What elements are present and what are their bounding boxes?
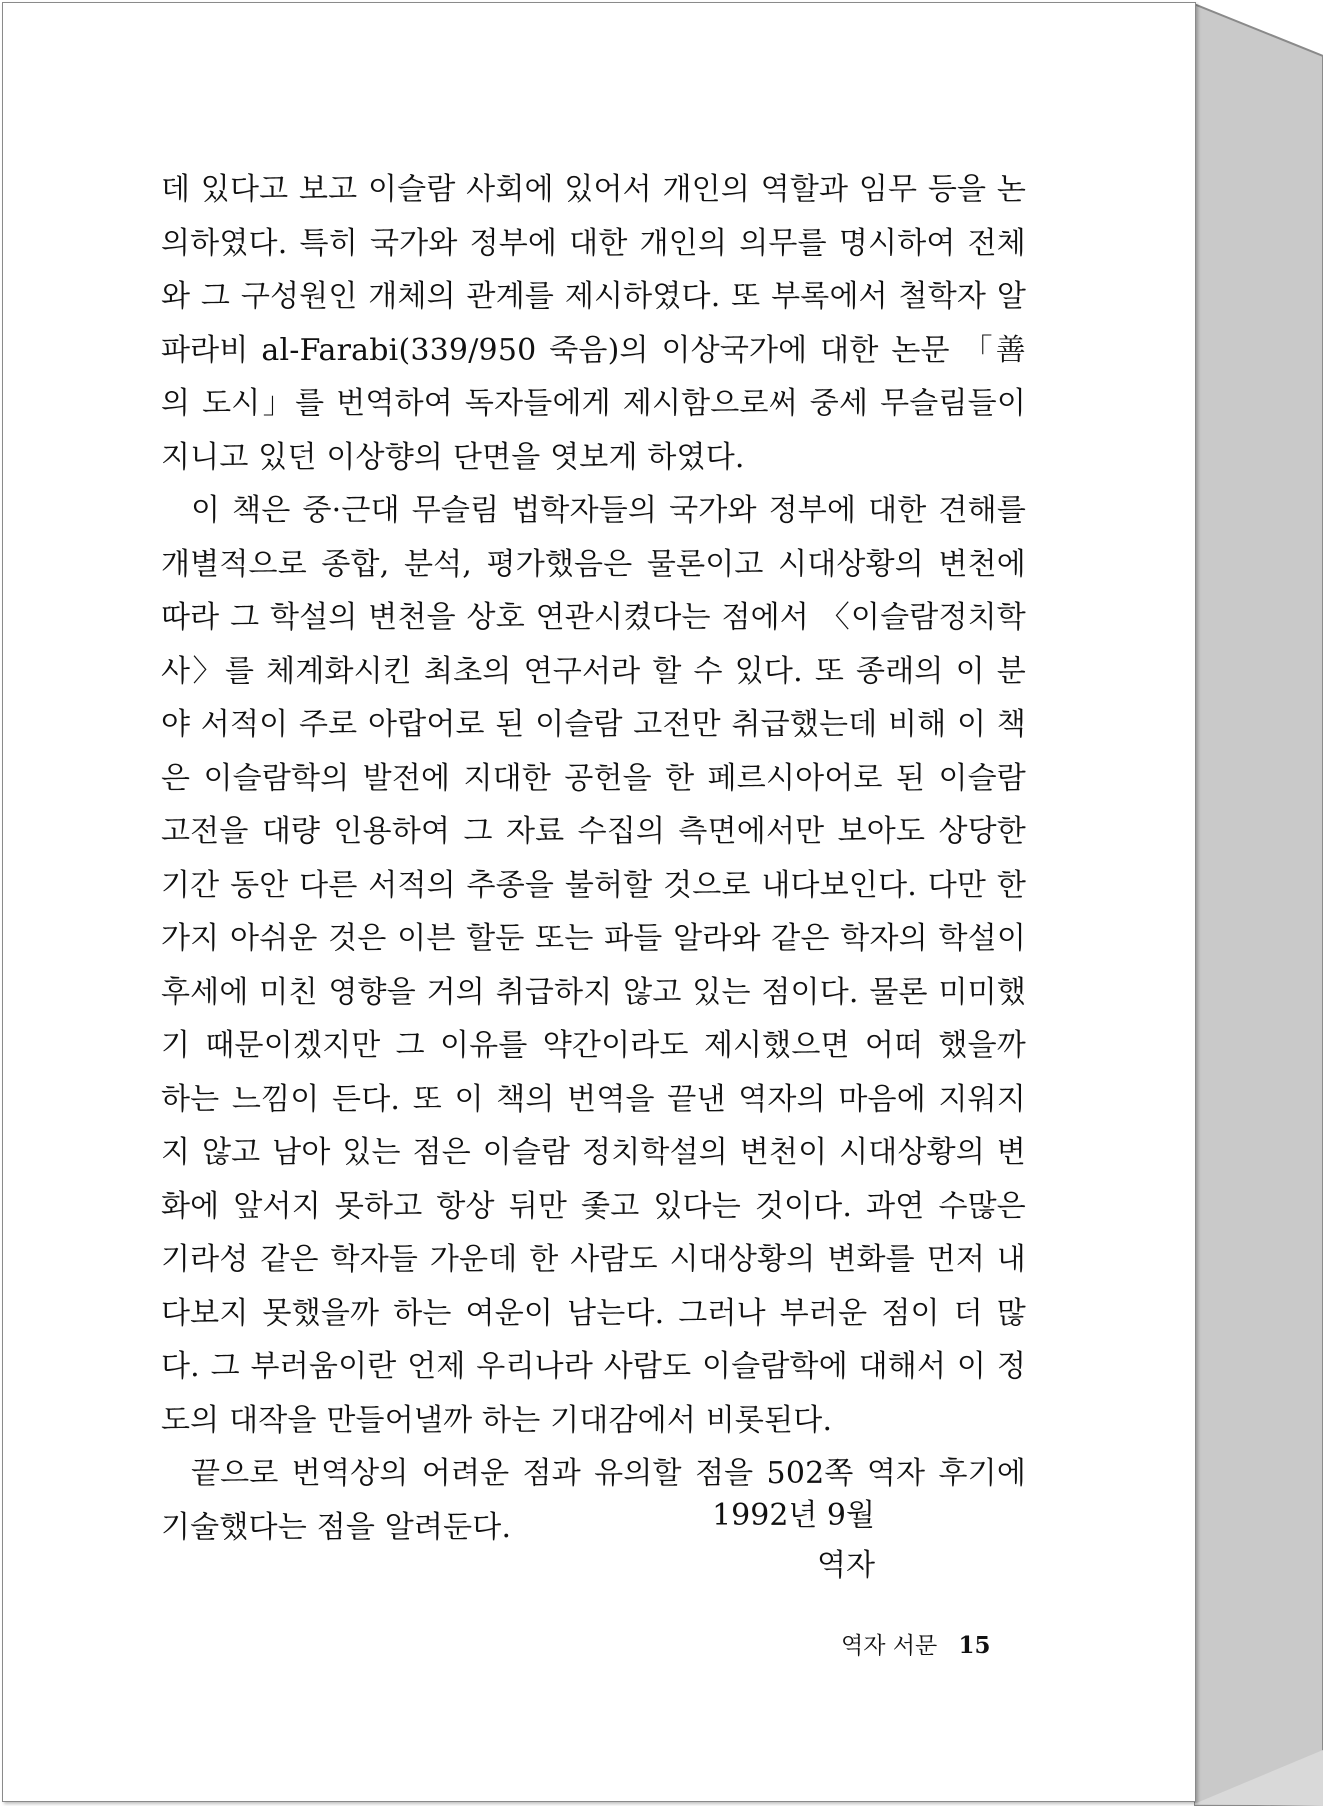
document-page: [2, 2, 1196, 1802]
paragraph-2: 이 책은 중·근대 무슬림 법학자들의 국가와 정부에 대한 견해를 개별적으로 종합, 분석, 평가했음은 물론이고 시대상황의 변천에 따라 그 학설의 변천을 상호 연관시켰다는 점에서 〈이슬람정치학사〉를 체계화시킨 최초의 연구서라 할 수 있다. 또 종래의 이 분야 서적이 주로 아랍어로 된 이슬람 고전만 취급했는데 비해 이 책은 이슬람학의 발전에 지대한 공헌을 한 페르시아어로 된 이슬람고전을 대량 인용하여 그 자료 수집의 측면에서만 보아도 상당한 기간 동안 다른 서적의 추종을 불허할 것으로 내다보인다. 다만 한 가지 아쉬운 것은 이븐 할둔 또는 파들 알라와 같은 학자의 학설이 후세에 미친 영향을 거의 취급하지 않고 있는 점이다. 물론 미미했기 때문이겠지만 그 이유를 약간이라도 제시했으면 어떠 했을까 하는 느낌이 든다. 또 이 책의 번역을 끝낸 역자의 마음에 지워지지 않고 남아 있는 점은 이슬람 정치학설의 변천이 시대상황의 변화에 앞서지 못하고 항상 뒤만 좇고 있다는 것이다. 과연 수많은 기라성 같은 학자들 가운데 한 사람도 시대상황의 변화를 먼저 내다보지 못했을까 하는 여운이 남는다. 그러나 부러운 점이 더 많다. 그 부러움이란 언제 우리나라 사람도 이슬람학에 대해서 이 정도의 대작을 만들어낼까 하는 기대감에서 비롯된다.: [161, 493, 1026, 1438]
signature-author: 역자: [817, 1548, 875, 1583]
body-text: [161, 163, 1026, 1554]
signature-block: [712, 1491, 875, 1591]
signature-date: 1992년 9월: [712, 1498, 875, 1533]
paragraph-3: 끝으로 번역상의 어려운 점과 유의할 점을 502쪽 역자 후기에 기술했다는 점을 알려둔다.: [161, 1456, 1026, 1545]
paragraph-1: 데 있다고 보고 이슬람 사회에 있어서 개인의 역할과 임무 등을 논의하였다. 특히 국가와 정부에 대한 개인의 의무를 명시하여 전체와 그 구성원인 개체의 관계를 제시하였다. 또 부록에서 철학자 알파라비 al-Farabi(339/950 죽음)의 이상국가에 대한 논문 「善의 도시」를 번역하여 독자들에게 제시함으로써 중세 무슬림들이 지니고 있던 이상향의 단면을 엿보게 하였다.: [161, 172, 1026, 475]
running-footer-title: 역자 서문: [841, 1633, 938, 1659]
page-footer: [841, 1627, 991, 1660]
book-page-edges: [1194, 0, 1323, 1806]
page-number: 15: [958, 1632, 991, 1659]
